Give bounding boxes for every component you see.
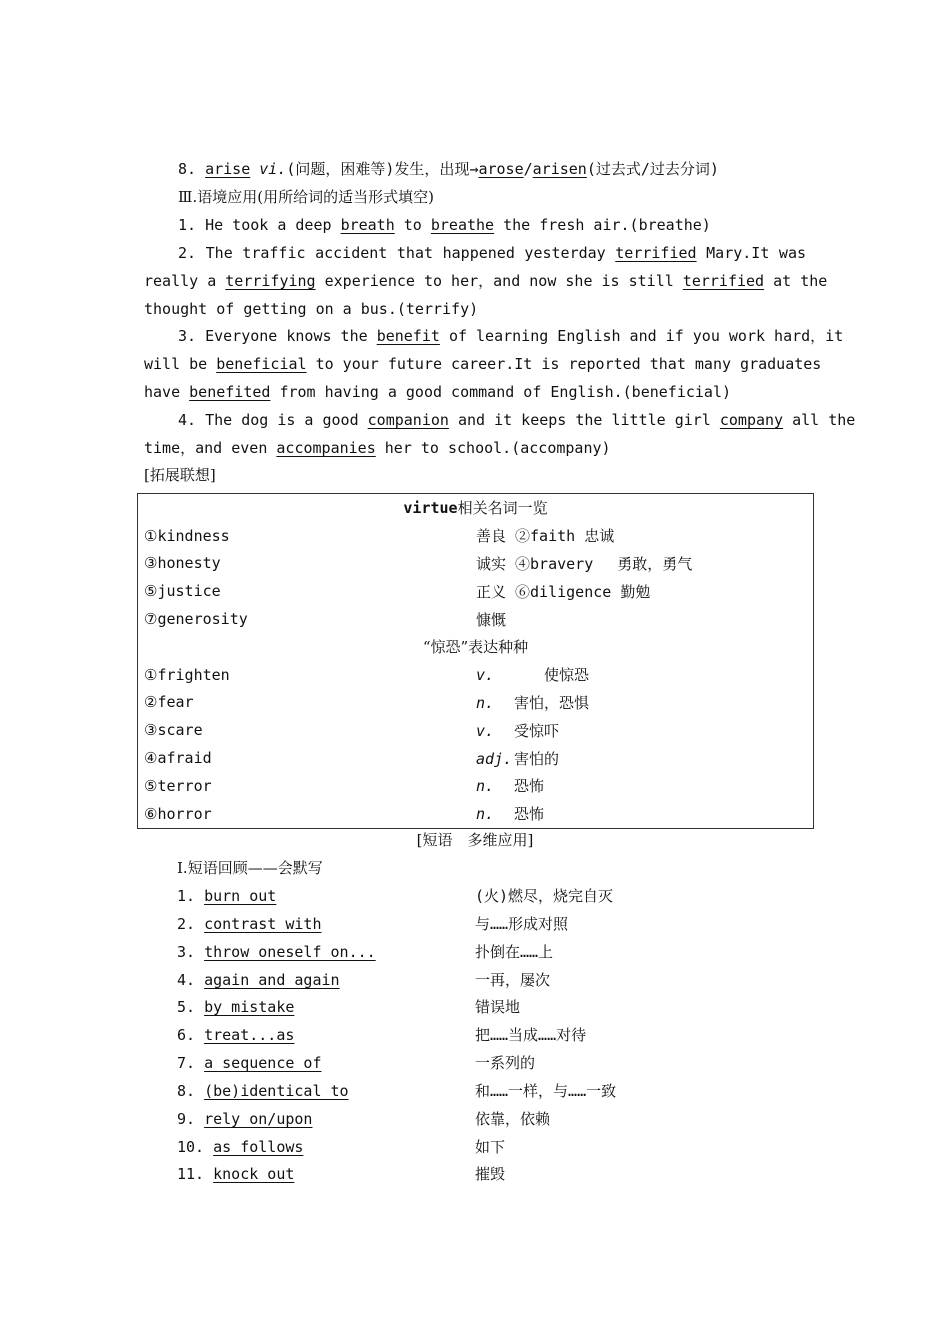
sentence-text: The dog is a good [205,411,359,429]
item-number: 8. [177,1082,196,1100]
phrase-chinese: 一再，屡次 [475,971,551,989]
answer-blank: arise [205,160,251,178]
part-of-speech: n. [476,777,495,796]
table-row [138,550,814,578]
answer-blank: benefited [189,383,271,401]
table-cell-meaning: 诚实 ④bravery 勇敢，勇气 [476,554,693,573]
item-number: 4. [177,971,196,989]
table-row [138,522,814,550]
answer-blank: companion [367,411,449,429]
exercise-4-line-1 [144,406,856,434]
table-row [138,661,814,689]
note-text: (过去式/过去分词) [586,160,719,178]
exercise-1 [144,211,806,239]
item-number: 1. [178,216,197,234]
table-caption-row [138,633,814,661]
phrase-english: again and again [204,971,340,989]
sentence-text: to [394,216,431,234]
answer-blank: arose [478,160,524,178]
phrase-english: rely on/upon [204,1110,313,1128]
list-item [177,1105,777,1133]
sentence-text: really a [144,272,217,290]
phrase-english: throw oneself on... [204,943,376,961]
answer-blank: breath [340,216,395,234]
table-cell-word: ②fear [144,693,194,712]
sentence-text: at the [773,272,828,290]
list-item [177,910,777,938]
phrase-chinese: 依靠，依赖 [475,1110,551,1128]
phrases-title: [短语 多维应用] [416,831,534,849]
table-cell-meaning [470,716,814,744]
phrase-english: a sequence of [204,1054,322,1072]
sentence-text: will be [144,355,208,373]
part-of-speech: vi. [259,160,287,178]
caption-word: virtue [403,499,458,518]
table-cell-word: ⑤terror [144,776,212,795]
meaning-text: (问题，困难等)发生，出现→ [286,160,479,178]
phrase-english: burn out [204,887,277,905]
table-cell-meaning: 正义 ⑥diligence 勤勉 [476,582,651,601]
expand-label: [拓展联想] [144,466,216,484]
part-of-speech: n. [476,693,495,712]
phrase-english: knock out [213,1165,295,1183]
phrase-chinese: 与……形成对照 [475,915,569,933]
phrase-chinese: 和……一样，与……一致 [475,1082,617,1100]
table-row [138,689,814,717]
phrase-english: treat...as [204,1026,295,1044]
sentence-text: all the [792,411,856,429]
phrase-chinese: 错误地 [475,998,521,1016]
caption-text: 相关名词一览 [457,499,548,518]
meaning-text: 受惊吓 [514,721,560,740]
exercise-3-line-2 [144,350,822,378]
sentence-text: her to school.(accompany) [375,439,611,457]
table-cell-word: ①frighten [144,665,230,684]
table-cell-meaning: 慷慨 [476,610,507,629]
meaning-text: 恐怖 [514,777,545,796]
sentence-text: the fresh air.(breathe) [494,216,711,234]
table-cell-word: ①kindness [144,526,230,545]
table-cell-meaning [470,689,814,717]
sentence-text: The traffic accident that happened yesterday [205,244,606,262]
sentence-text: He took a deep [205,216,341,234]
list-item [177,882,777,910]
table-row [138,605,814,633]
part-of-speech: adj. [476,749,513,768]
answer-blank: arisen [532,160,587,178]
table-cell-meaning [470,661,814,689]
exercise-2-line-3: thought of getting on a bus.(terrify) [144,300,479,318]
item-number: 9. [177,1110,196,1128]
meaning-text: 使惊恐 [514,666,590,685]
exercise-2-line-1 [144,239,806,267]
list-item [177,1160,777,1188]
answer-blank: accompanies [276,439,376,457]
list-item [177,966,777,994]
item-number: 4. [178,411,197,429]
phrase-english: as follows [213,1138,304,1156]
answer-blank: breathe [430,216,495,234]
phrase-chinese: 把……当成……对待 [475,1026,587,1044]
table-row [138,577,814,605]
answer-blank: beneficial [216,355,307,373]
table-cell-word: ⑤justice [144,582,221,601]
table-cell-word: ③scare [144,721,203,740]
sentence-text: experience to her，and now she is still [324,272,674,290]
part-of-speech: v. [476,721,495,740]
item-number: 7. [177,1054,196,1072]
answer-blank: terrifying [225,272,316,290]
item-number: 1. [177,887,196,905]
table-cell-word: ③honesty [144,554,221,573]
meaning-text: 害怕的 [514,749,560,768]
answer-blank: terrified [615,244,697,262]
sentence-text: of learning English and if you work hard，it [448,327,844,345]
item-number: 2. [178,244,197,262]
sentence-text: to your future career.It is reported that many graduates [315,355,822,373]
list-item [177,993,777,1021]
table-cell-word: ⑥horror [144,804,212,823]
table-cell-meaning [470,800,814,828]
part-of-speech: v. [476,666,495,685]
table-cell-word: ④afraid [144,749,212,768]
phrase-chinese: 摧毁 [475,1165,506,1183]
item-number: 10. [177,1138,205,1156]
table-caption-row [138,494,814,522]
phrase-english: contrast with [204,915,322,933]
answer-blank: company [719,411,784,429]
phrase-chinese: 如下 [475,1138,506,1156]
section-heading-3: Ⅲ.语境应用(用所给词的适当形式填空) [178,188,434,206]
item-number: 3. [177,943,196,961]
item-number: 8. [178,160,197,178]
vocabulary-table [137,493,814,829]
list-item [177,1049,777,1077]
item-8-arise: 8. arise vi.(问题，困难等)发生，出现→arose/arisen(过去式/过去分词) [178,160,719,178]
phrase-chinese: (火)燃尽，烧完自灭 [475,887,614,905]
exercise-4-line-2 [144,434,806,462]
table-row [138,716,814,744]
table-cell-meaning [470,772,814,800]
table-row [138,772,814,800]
item-number: 2. [177,915,196,933]
exercise-2-line-2 [144,267,828,295]
phrase-english: (be)identical to [204,1082,349,1100]
item-number: 11. [177,1165,205,1183]
phrase-chinese: 扑倒在……上 [475,943,554,961]
sentence-text: from having a good command of English.(beneficial) [270,383,732,401]
list-item [177,938,777,966]
table-cell-meaning: 善良 ②faith 忠诚 [476,527,615,546]
table-row [138,744,814,772]
exercise-3-line-3 [144,378,806,406]
answer-blank: terrified [682,272,765,290]
table-caption-fear: “惊恐”表达种种 [422,638,529,657]
phrase-chinese: 一系列的 [475,1054,536,1072]
sentence-text: Mary.It was [706,244,807,262]
list-item [177,1021,777,1049]
exercise-3-line-1 [144,322,844,350]
sentence-text: and it keeps the little girl [457,411,711,429]
list-item [177,1077,777,1105]
list-item [177,1133,777,1161]
phrase-english: by mistake [204,998,295,1016]
sentence-text: Everyone knows the [205,327,368,345]
answer-blank: benefit [376,327,440,345]
sentence-text: time，and even [144,439,277,457]
item-number: 6. [177,1026,196,1044]
phrases-subtitle: Ⅰ.短语回顾——会默写 [177,859,323,877]
table-row [138,800,814,828]
item-number: 5. [177,998,196,1016]
table-caption-virtue [138,494,814,522]
part-of-speech: n. [476,805,495,824]
meaning-text: 害怕，恐惧 [514,693,590,712]
table-cell-word: ⑦generosity [144,610,248,629]
table-cell-meaning [470,744,814,772]
sentence-text: have [144,383,190,401]
meaning-text: 恐怖 [514,805,545,824]
item-number: 3. [178,327,197,345]
